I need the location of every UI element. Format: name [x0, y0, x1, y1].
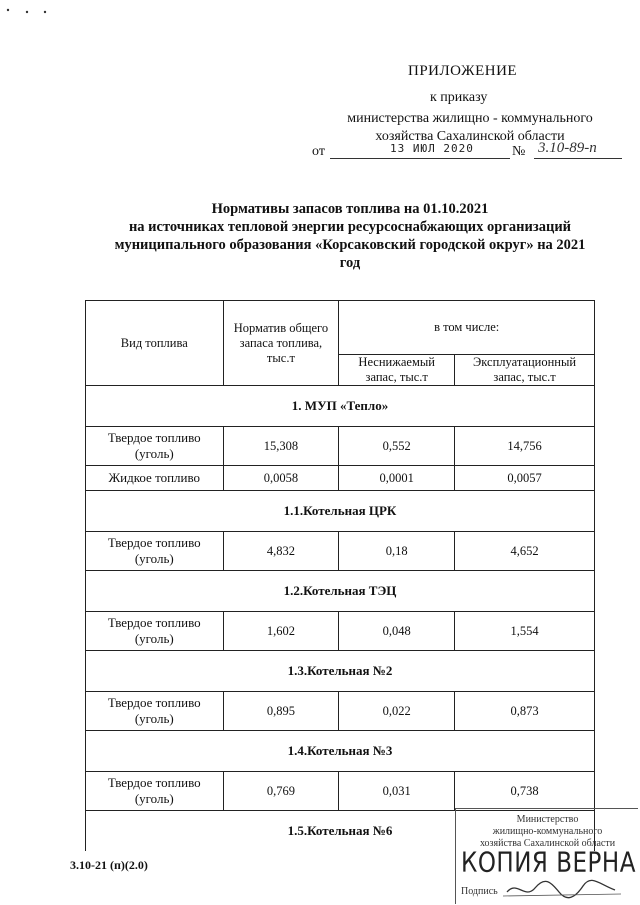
operational-cell: 14,756: [455, 427, 595, 466]
fuel-type-cell: Твердое топливо (уголь): [86, 427, 224, 466]
total-cell: 0,0058: [223, 466, 339, 491]
operational-cell: 0,0057: [455, 466, 595, 491]
header-fuel-type: Вид топлива: [86, 301, 224, 386]
section-row: [86, 731, 595, 772]
nonreducible-cell: 0,048: [339, 612, 455, 651]
total-cell: 1,602: [223, 612, 339, 651]
fuel-reserves-table: [85, 300, 595, 851]
section-title: 1.3.Котельная №2: [86, 651, 595, 692]
scan-dots: [0, 0, 60, 20]
fuel-type-cell: Твердое топливо (уголь): [86, 612, 224, 651]
stamp-line-3: хозяйства Сахалинской области: [479, 838, 616, 849]
operational-cell: 0,873: [455, 692, 595, 731]
table-row: [86, 466, 595, 491]
stamp-sign-label: Подпись: [461, 886, 498, 897]
section-title: 1.4.Котельная №3: [86, 731, 595, 772]
section-row: [86, 386, 595, 427]
section-title: 1.2.Котельная ТЭЦ: [86, 571, 595, 612]
date-stamp: 13 ИЮЛ 2020: [390, 142, 474, 155]
table-row: [86, 427, 595, 466]
nonreducible-cell: 0,552: [339, 427, 455, 466]
title-line-3: муниципального образования «Корсаковский городской округ» на 2021: [114, 237, 586, 253]
order-number: 3.10-89-п: [538, 140, 597, 156]
stamp-line-1: Министерство: [516, 814, 579, 825]
order-reference: к приказу: [430, 90, 488, 105]
total-cell: 4,832: [223, 532, 339, 571]
total-cell: 0,895: [223, 692, 339, 731]
ministry-line-1: министерства жилищно - коммунального: [347, 111, 593, 126]
fuel-type-cell: Твердое топливо (уголь): [86, 772, 224, 811]
title-line-1: Нормативы запасов топлива на 01.10.2021: [211, 201, 489, 217]
table-row: [86, 772, 595, 811]
nonreducible-cell: 0,18: [339, 532, 455, 571]
date-number-row: [312, 142, 622, 164]
section-row: [86, 571, 595, 612]
nonreducible-cell: 0,031: [339, 772, 455, 811]
section-row: [86, 491, 595, 532]
number-label: №: [512, 144, 526, 159]
ministry-line-2: хозяйства Сахалинской области: [375, 129, 565, 144]
table-row: [86, 692, 595, 731]
header-including: в том числе:: [339, 301, 595, 355]
fuel-type-cell: Твердое топливо (уголь): [86, 692, 224, 731]
total-cell: 0,769: [223, 772, 339, 811]
date-underline: [330, 158, 510, 159]
operational-cell: 1,554: [455, 612, 595, 651]
operational-cell: 4,652: [455, 532, 595, 571]
nonreducible-cell: 0,022: [339, 692, 455, 731]
table-row: [86, 612, 595, 651]
table-row: [86, 532, 595, 571]
footer-doc-code: 3.10-21 (п)(2.0): [70, 858, 148, 872]
signature-icon: [503, 878, 623, 902]
section-title: 1.1.Котельная ЦРК: [86, 491, 595, 532]
certified-copy-stamp: [455, 808, 640, 905]
operational-cell: 0,738: [455, 772, 595, 811]
section-title: 1. МУП «Тепло»: [86, 386, 595, 427]
number-underline: [534, 158, 622, 159]
section-title: 1.5.Котельная №6: [86, 811, 595, 852]
stamp-certified-text: КОПИЯ ВЕРНА: [461, 847, 636, 879]
fuel-type-cell: Твердое топливо (уголь): [86, 532, 224, 571]
stamp-line-2: жилищно-коммунального: [492, 826, 603, 837]
section-row: [86, 651, 595, 692]
header-operational: Эксплуатационный запас, тыс.т: [455, 355, 595, 386]
nonreducible-cell: 0,0001: [339, 466, 455, 491]
header-nonreducible: Неснижаемый запас, тыс.т: [339, 355, 455, 386]
header-total-reserve: Норматив общего запаса топлива, тыс.т: [223, 301, 339, 386]
total-cell: 15,308: [223, 427, 339, 466]
appendix-title: ПРИЛОЖЕНИЕ: [408, 63, 518, 79]
title-line-4: год: [339, 255, 361, 271]
fuel-type-cell: Жидкое топливо: [86, 466, 224, 491]
document-title: [90, 200, 610, 272]
from-label: от: [312, 144, 325, 159]
title-line-2: на источниках тепловой энергии ресурсоснабжающих организаций: [128, 219, 572, 235]
